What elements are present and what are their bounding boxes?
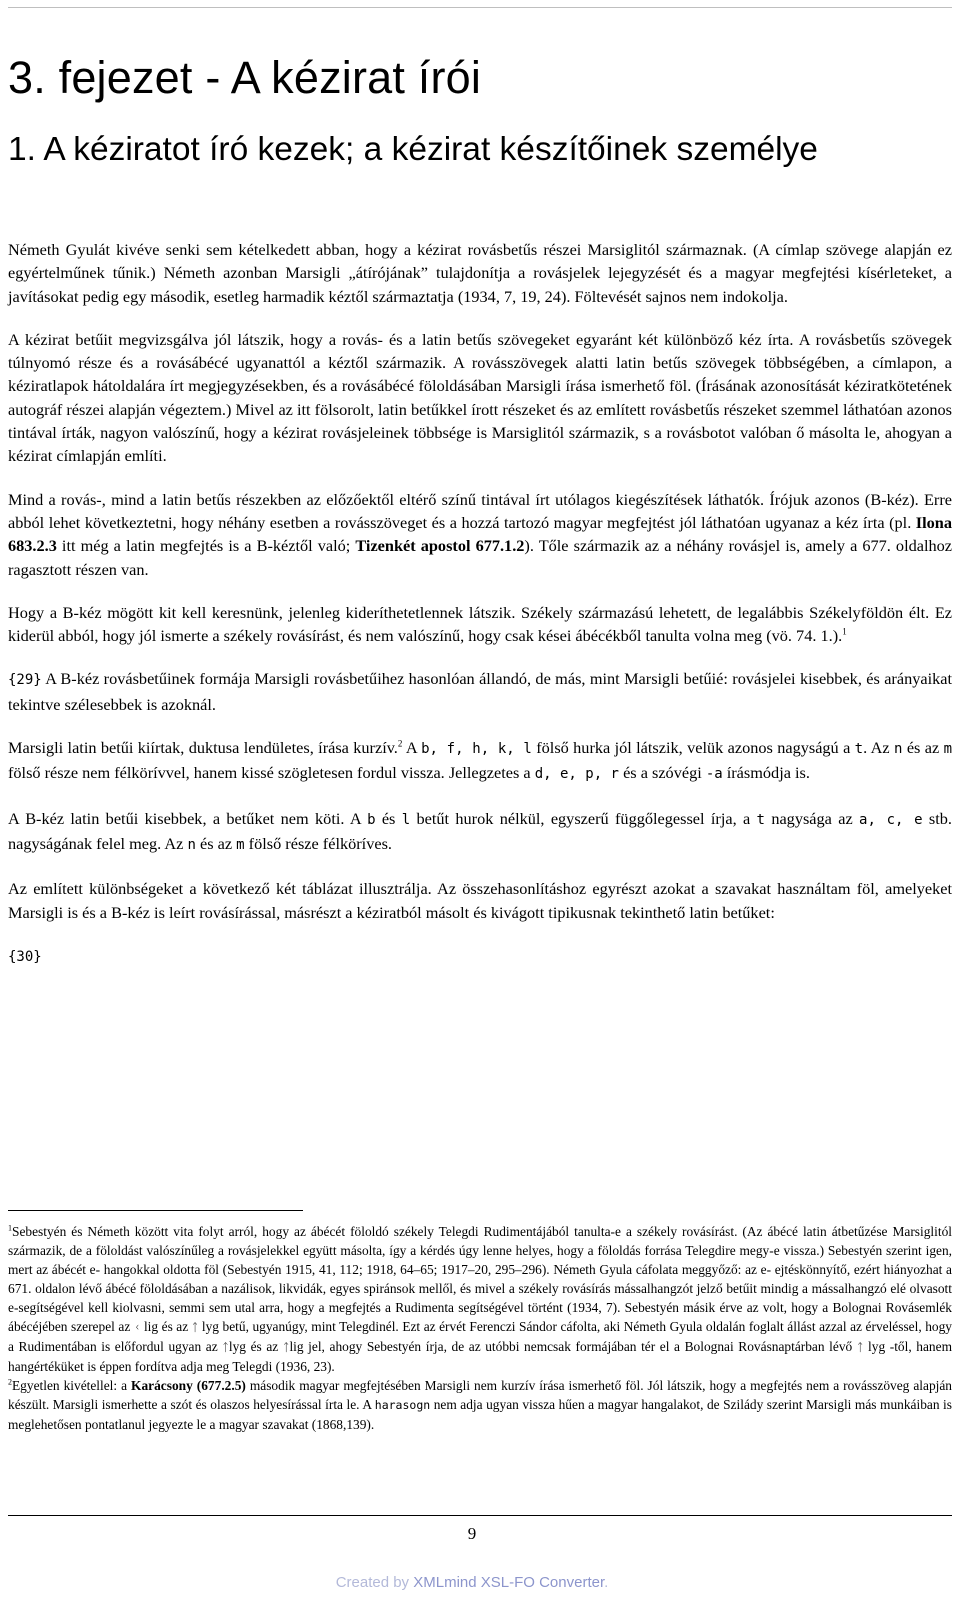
p6-text-c: fölső hurka jól látszik, velük azonos nagyságú a bbox=[531, 738, 855, 758]
chapter-title: 3. fejezet - A kézirat írói bbox=[8, 52, 482, 103]
letter-m: m bbox=[943, 741, 953, 758]
rune-lig-glyph: ᚲ bbox=[133, 1321, 141, 1334]
fn2-text-a: Egyetlen kivétellel: a bbox=[12, 1378, 132, 1393]
p7-text-d: nagysága az bbox=[764, 808, 860, 828]
footnote-rule bbox=[8, 1210, 303, 1211]
paragraph-9 bbox=[8, 944, 952, 969]
p7-text-g: fölső része félköríves. bbox=[244, 833, 392, 853]
p6-text-b: A bbox=[402, 738, 422, 758]
footnote-2 bbox=[8, 1376, 952, 1434]
p7-text-e: stb. nagyságának felel meg. Az bbox=[8, 808, 952, 853]
letter-n-b: n bbox=[187, 836, 196, 853]
paragraph-2 bbox=[8, 328, 952, 468]
p6-text-a: Marsigli latin betűi kiírtak, duktusa lendületes, írása kurzív. bbox=[8, 738, 398, 758]
converter-credit bbox=[0, 1574, 944, 1591]
body-text bbox=[8, 238, 952, 989]
p7-text-b: és bbox=[375, 808, 402, 828]
p3-bold-apostol: Tizenkét apostol 677.1.2 bbox=[355, 536, 525, 556]
p6-text-e: és az bbox=[902, 738, 944, 758]
p3-text-a: Mind a rovás-, mind a latin betűs részekben az előzőektől eltérő színű tintával írt utólagos kiegészítések láthatók. Írójuk azonos (B-kéz). Erre abból lehet következtetni, hogy néhány esetben a rovásszöveget és a hozzá tartozó magyar megfejtést jól láthatóan ugyanaz a kéz írta (pl. bbox=[8, 489, 952, 532]
p1-text: Németh Gyulát kivéve senki sem kételkedett abban, hogy a kézirat rovásbetűs részei Marsiglitól származnak. (A címlap szövege alapján ez egyértelműnek tűnik.) Németh azonban Marsigli „átírójának” tulajdonítja a rovásjelek lejegyzését és a magyar megfejtési kísérleteket, a javításokat pedig egy második, esetleg harmadik kéztől származtatja (1934, 7, 19, 24). Föltevését sajnos nem indokolja. bbox=[8, 240, 952, 306]
footnote-2-number: 2 bbox=[8, 1377, 12, 1387]
p6-text-g: és a szóvégi bbox=[619, 763, 706, 783]
letters-ace: a, c, e bbox=[859, 811, 923, 828]
paragraph-5 bbox=[8, 667, 952, 716]
letter-m-b: m bbox=[236, 836, 245, 853]
p7-text-c: betűt hurok nélkül, egyszerű függőlegessel írja, a bbox=[410, 808, 757, 828]
footnote-ref-2[interactable]: 2 bbox=[397, 738, 403, 749]
paragraph-1 bbox=[8, 238, 952, 308]
fn2-text-b: második magyar megfejtésében Marsigli nem kurzív írása ismerhető föl. Jól látszik, hogy a megfejtés nem a rovásszöveg alapján készült. Marsigli ismerhette a szót és olaszos helyesírással írta le. A bbox=[8, 1378, 952, 1412]
fn1-text-f: lyg -től, hanem hangértéküket is éppen fordítva adja meg Telegdi (1936, 23). bbox=[8, 1339, 952, 1374]
rune-lyg-glyph: ᛏ bbox=[191, 1321, 199, 1334]
paragraph-3 bbox=[8, 488, 952, 581]
credit-link[interactable]: XMLmind XSL-FO Converter bbox=[413, 1574, 605, 1591]
p6-text-f: fölső része nem félkörívvel, hanem kissé szögletesen fordul vissza. Jellegzetes a bbox=[8, 763, 535, 783]
p5-text: A B-kéz rovásbetűinek formája Marsigli rovásbetűihez hasonlóan állandó, de más, mint Marsigli betűié: rovásjelei kisebbek, és arányaikat tekintve szélesebbek is azoknál. bbox=[8, 669, 952, 714]
paragraph-7 bbox=[8, 807, 952, 858]
credit-suffix: . bbox=[604, 1574, 609, 1591]
word-harasogn: harasogn bbox=[374, 1398, 431, 1412]
p3-bold-ilona: Ilona 683.2.3 bbox=[8, 512, 952, 556]
fn1-text-c: lyg betű, ugyanúgy, mint Telegdinél. Ezt az érvét Ferenczi Sándor cáfolta, aki Németh Gyula oldalán foglalt állást azzal az érveléssel, hogy a Rudimentában is előfordul ugyan az bbox=[8, 1319, 952, 1354]
p6-text-h: írásmódja is. bbox=[722, 763, 810, 783]
letters-bfhkl: b, f, h, k, l bbox=[421, 741, 532, 758]
fn1-text-a: Sebestyén és Németh között vita folyt arról, hogy az ábécét föloldó székely Telegdi Rudimentájából tanulta-e a székely rovásírást. (Az ábécé latin átbetűzése Marsiglitól származik, de a föloldást valószínűleg a rovásjelekkel együtt másolta, így a kérdés úgy lenne helyes, hogy a föloldás forrása Telegdire megy-e vissza.) Sebestyén szerint igen, mert az ábécét e- hangokkal oldotta föl (Sebestyén 1915, 41, 112; 1918, 64–65; 1917–20, 295–296). Németh Gyula cáfolata meggyőző: az e- ejtéskönnyítő, ezért hiányozhat a 671. oldalon lévő ábécé föloldásában a nazálisok, likvidák, egyes spiránsok mellől, és mivel a székely rovásírás mássalhangzót jelző betűit mindig a mássalhangzó elé olvasott e-segítségével kell kiolvasni, semmi sem utal arra, hogy a megfejtés a Rudimenta segítségével történt (1934, 7). Sebestyén másik érve az volt, hogy a Bolognai Rovásemlék ábécéjében szerepel az bbox=[8, 1224, 952, 1334]
letter-b: b bbox=[367, 811, 376, 828]
section-title: 1. A kéziratot író kezek; a kézirat készítőinek személye bbox=[8, 131, 818, 168]
top-rule bbox=[8, 7, 952, 8]
fn1-text-b: lig és az bbox=[140, 1319, 192, 1334]
rune-lyg-glyph-3: ᛏ bbox=[856, 1341, 864, 1354]
page-number: 9 bbox=[467, 1524, 477, 1543]
fn1-text-e: lig jel, ahogy Sebestyén írja, de az utóbbi nemcsak formájában tér el a Bolognai Rovásnaptárban lévő bbox=[289, 1339, 857, 1354]
rune-lyg-glyph-2: ᛏ bbox=[222, 1341, 229, 1354]
p7-text-f: és az bbox=[195, 833, 237, 853]
letters-depr: d, e, p, r bbox=[534, 766, 619, 783]
letter-l: l bbox=[401, 811, 411, 828]
fn2-bold-karacsony: Karácsony (677.2.5) bbox=[131, 1378, 246, 1393]
p7-text-a: A B-kéz latin betűi kisebbek, a betűket nem köti. A bbox=[8, 808, 368, 828]
footnote-ref-1[interactable]: 1 bbox=[842, 626, 847, 637]
footnote-1 bbox=[8, 1222, 952, 1376]
letter-t: t bbox=[854, 741, 864, 758]
p2-text: A kézirat betűit megvizsgálva jól látszik, hogy a rovás- és a latin betűs szövegeket egyaránt két különböző kéz írta. A rovásbetűs szövegek túlnyomó része és a rovásábécé ugyanattól a kéztől származik. A rovásszövegek alatti latin betűs szövegek többségében, a címlapon, a kéziratlapok hátoldalára írt megjegyzésekben, és a rovásábécé föloldásában Marsigli írása ismerhető föl. (Írásának azonosítását kéziratkötetének autográf részei alapján végeztem.) Mivel az itt fölsorolt, latin betűkkel írott részeket és az említett rovásbetűs részeket szemmel láthatóan azonos tintával írták, nagyon valószínű, hogy a kézirat rovásjeleinek többsége is Marsiglitól származik, s a rovásbotot valóban ő másolta le, ahogyan a kézirat címlapján említi. bbox=[8, 329, 952, 466]
p4-text: Hogy a B-kéz mögött kit kell keresnünk, jelenleg kideríthetetlennek látszik. Székely származású lehetett, de legalábbis Székelyföldön élt. Ez kiderül abból, hogy jól ismerte a székely rovásírást, és nem valószínű, hogy csak kései ábécékből tanulta volna meg (vö. 74. 1.). bbox=[8, 602, 952, 646]
footnotes bbox=[8, 1222, 952, 1434]
p3-text-d: ). Tőle származik az a néhány rovásjel is, amely a 677. oldalhoz ragasztott részen van. bbox=[8, 536, 952, 579]
letter-t-b: t bbox=[756, 811, 765, 828]
p6-text-d: . Az bbox=[863, 738, 895, 758]
fn2-text-c: nem adja ugyan vissza hűen a magyar hangalakot, de Szilády szerint Marsigli más munkáiban is meglehetősen pontatlanul jegyezte le a magyar szavakat (1868,139). bbox=[8, 1397, 952, 1432]
letter-n: n bbox=[894, 741, 903, 758]
credit-prefix: Created by bbox=[335, 1574, 414, 1591]
letter-a-final: -a bbox=[705, 766, 723, 783]
rune-lig-glyph-2: ᛏ bbox=[282, 1341, 290, 1354]
p8-text: Az említett különbségeket a következő két táblázat illusztrálja. Az összehasonlításhoz egyrészt azokat a szavakat használtam föl, amelyeket Marsigli is és a B-kéz is leírt rovásírással, másrészt a kéziratból másolt és kivágott tipikusnak tekinthető latin betűket: bbox=[8, 879, 952, 922]
footnote-1-number: 1 bbox=[8, 1223, 12, 1233]
page-marker-30: {30} bbox=[8, 948, 42, 965]
paragraph-6 bbox=[8, 736, 952, 787]
paragraph-8 bbox=[8, 877, 952, 924]
page-marker-29: {29} bbox=[8, 672, 42, 689]
paragraph-4 bbox=[8, 601, 952, 648]
bottom-rule bbox=[8, 1515, 952, 1516]
p3-text-c: itt még a latin megfejtés is a B-kéztől való; bbox=[56, 536, 356, 556]
fn1-text-d: lyg és az bbox=[228, 1339, 283, 1354]
